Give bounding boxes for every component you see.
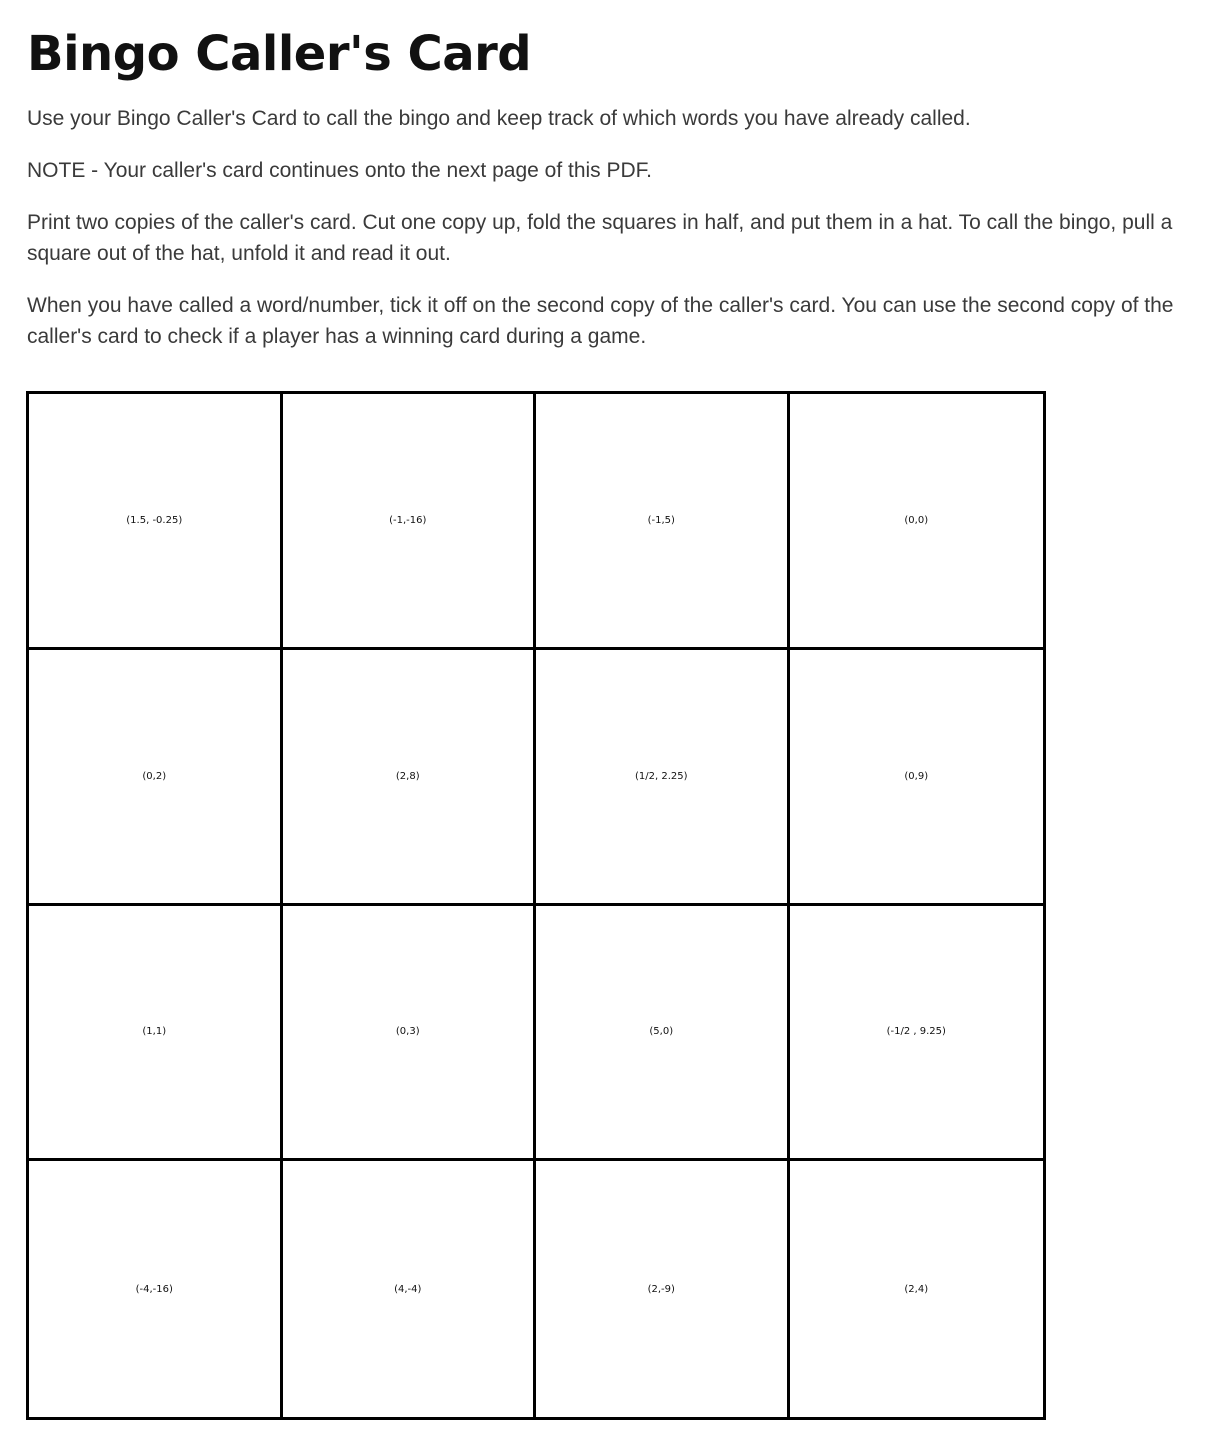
bingo-cell: (-1,-16) [283, 394, 537, 650]
bingo-cell: (1.5, -0.25) [29, 394, 283, 650]
bingo-cell: (1,1) [29, 906, 283, 1162]
bingo-cell: (2,-9) [536, 1161, 790, 1417]
instructions-paragraph-3: Print two copies of the caller's card. Cut one copy up, fold the squares in half, and put them in a hat. To call the bingo, pull a square out of the hat, unfold it and read it out. [27, 211, 1173, 265]
instructions-paragraph-2: NOTE - Your caller's card continues onto the next page of this PDF. [27, 159, 653, 182]
bingo-cell: (5,0) [536, 906, 790, 1162]
bingo-cell: (0,3) [283, 906, 537, 1162]
bingo-card-grid [26, 391, 1046, 1420]
bingo-cell: (0,2) [29, 650, 283, 906]
bingo-cell: (4,-4) [283, 1161, 537, 1417]
bingo-cell: (0,0) [790, 394, 1044, 650]
bingo-cell: (-4,-16) [29, 1161, 283, 1417]
bingo-cell: (0,9) [790, 650, 1044, 906]
instructions-paragraph-4: When you have called a word/number, tick it off on the second copy of the caller's card. You can use the second copy of the caller's card to check if a player has a winning card during a game. [27, 294, 1174, 348]
instructions-paragraph-1: Use your Bingo Caller's Card to call the bingo and keep track of which words you have already called. [27, 107, 971, 130]
bingo-cell: (2,8) [283, 650, 537, 906]
bingo-cell: (-1/2 , 9.25) [790, 906, 1044, 1162]
page-title: Bingo Caller's Card [27, 26, 532, 82]
bingo-cell: (2,4) [904, 1283, 929, 1295]
bingo-cell: (1/2, 2.25) [536, 650, 790, 906]
bingo-cell: (-1,5) [536, 394, 790, 650]
